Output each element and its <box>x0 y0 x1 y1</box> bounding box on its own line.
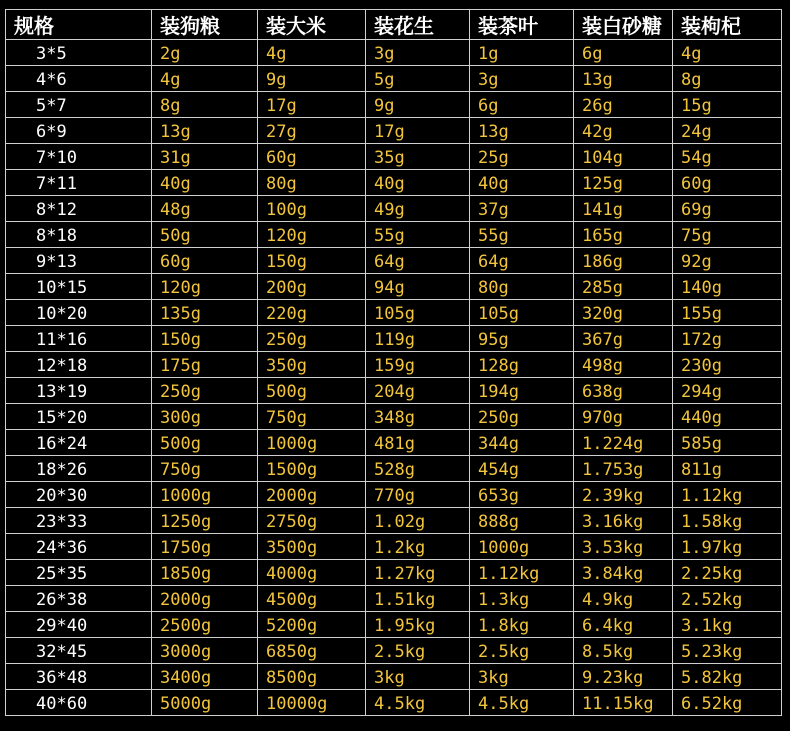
cell-goji: 1.12kg <box>673 482 782 508</box>
table-row <box>6 196 782 222</box>
cell-rice: 17g <box>258 92 366 118</box>
cell-tea: 1.12kg <box>470 560 574 586</box>
cell-peanut: 64g <box>366 248 470 274</box>
cell-goji: 6.52kg <box>673 690 782 716</box>
cell-dog-food: 1750g <box>152 534 258 560</box>
cell-spec: 23*33 <box>6 508 152 534</box>
cell-sugar: 3.16kg <box>574 508 673 534</box>
table-row <box>6 274 782 300</box>
table-row <box>6 222 782 248</box>
cell-peanut: 105g <box>366 300 470 326</box>
table-row <box>6 300 782 326</box>
cell-sugar: 3.53kg <box>574 534 673 560</box>
cell-spec: 7*10 <box>6 144 152 170</box>
cell-rice: 120g <box>258 222 366 248</box>
cell-tea: 653g <box>470 482 574 508</box>
cell-rice: 6850g <box>258 638 366 664</box>
table-row <box>6 508 782 534</box>
cell-peanut: 770g <box>366 482 470 508</box>
cell-sugar: 186g <box>574 248 673 274</box>
cell-tea: 64g <box>470 248 574 274</box>
cell-peanut: 4.5kg <box>366 690 470 716</box>
cell-dog-food: 5000g <box>152 690 258 716</box>
cell-spec: 9*13 <box>6 248 152 274</box>
table-row <box>6 482 782 508</box>
cell-sugar: 285g <box>574 274 673 300</box>
cell-sugar: 498g <box>574 352 673 378</box>
cell-sugar: 638g <box>574 378 673 404</box>
cell-dog-food: 300g <box>152 404 258 430</box>
cell-peanut: 94g <box>366 274 470 300</box>
cell-goji: 140g <box>673 274 782 300</box>
cell-peanut: 35g <box>366 144 470 170</box>
table-row <box>6 326 782 352</box>
table-row <box>6 404 782 430</box>
cell-rice: 1500g <box>258 456 366 482</box>
table-row <box>6 664 782 690</box>
cell-spec: 15*20 <box>6 404 152 430</box>
cell-peanut: 3kg <box>366 664 470 690</box>
cell-spec: 20*30 <box>6 482 152 508</box>
table-row <box>6 430 782 456</box>
cell-tea: 1000g <box>470 534 574 560</box>
cell-dog-food: 135g <box>152 300 258 326</box>
cell-goji: 24g <box>673 118 782 144</box>
cell-dog-food: 31g <box>152 144 258 170</box>
cell-peanut: 2.5kg <box>366 638 470 664</box>
cell-spec: 4*6 <box>6 66 152 92</box>
cell-spec: 18*26 <box>6 456 152 482</box>
cell-rice: 750g <box>258 404 366 430</box>
cell-rice: 4500g <box>258 586 366 612</box>
table-row <box>6 378 782 404</box>
cell-goji: 1.97kg <box>673 534 782 560</box>
cell-sugar: 13g <box>574 66 673 92</box>
table-row <box>6 534 782 560</box>
cell-peanut: 159g <box>366 352 470 378</box>
cell-spec: 40*60 <box>6 690 152 716</box>
cell-peanut: 49g <box>366 196 470 222</box>
cell-rice: 10000g <box>258 690 366 716</box>
cell-tea: 37g <box>470 196 574 222</box>
cell-tea: 1g <box>470 40 574 66</box>
table-row <box>6 248 782 274</box>
cell-rice: 1000g <box>258 430 366 456</box>
table-row <box>6 66 782 92</box>
cell-rice: 250g <box>258 326 366 352</box>
cell-peanut: 119g <box>366 326 470 352</box>
cell-dog-food: 8g <box>152 92 258 118</box>
cell-spec: 12*18 <box>6 352 152 378</box>
cell-spec: 8*12 <box>6 196 152 222</box>
cell-goji: 3.1kg <box>673 612 782 638</box>
cell-spec: 36*48 <box>6 664 152 690</box>
table-row <box>6 456 782 482</box>
cell-rice: 27g <box>258 118 366 144</box>
cell-peanut: 17g <box>366 118 470 144</box>
cell-rice: 80g <box>258 170 366 196</box>
table-row <box>6 690 782 716</box>
table-row <box>6 560 782 586</box>
cell-goji: 294g <box>673 378 782 404</box>
cell-sugar: 6g <box>574 40 673 66</box>
cell-goji: 230g <box>673 352 782 378</box>
cell-spec: 10*15 <box>6 274 152 300</box>
cell-goji: 4g <box>673 40 782 66</box>
cell-sugar: 4.9kg <box>574 586 673 612</box>
cell-tea: 55g <box>470 222 574 248</box>
cell-dog-food: 500g <box>152 430 258 456</box>
cell-dog-food: 175g <box>152 352 258 378</box>
table-row <box>6 92 782 118</box>
cell-rice: 3500g <box>258 534 366 560</box>
cell-tea: 194g <box>470 378 574 404</box>
cell-sugar: 1.753g <box>574 456 673 482</box>
cell-dog-food: 60g <box>152 248 258 274</box>
cell-tea: 6g <box>470 92 574 118</box>
cell-rice: 60g <box>258 144 366 170</box>
table-row <box>6 144 782 170</box>
cell-sugar: 6.4kg <box>574 612 673 638</box>
cell-dog-food: 4g <box>152 66 258 92</box>
cell-peanut: 528g <box>366 456 470 482</box>
cell-sugar: 8.5kg <box>574 638 673 664</box>
cell-rice: 500g <box>258 378 366 404</box>
table-row <box>6 170 782 196</box>
cell-tea: 1.3kg <box>470 586 574 612</box>
cell-tea: 95g <box>470 326 574 352</box>
cell-goji: 54g <box>673 144 782 170</box>
cell-sugar: 104g <box>574 144 673 170</box>
cell-tea: 3g <box>470 66 574 92</box>
cell-goji: 2.25kg <box>673 560 782 586</box>
cell-dog-food: 1850g <box>152 560 258 586</box>
cell-rice: 220g <box>258 300 366 326</box>
cell-tea: 13g <box>470 118 574 144</box>
cell-sugar: 11.15kg <box>574 690 673 716</box>
cell-spec: 29*40 <box>6 612 152 638</box>
table-row <box>6 612 782 638</box>
cell-goji: 172g <box>673 326 782 352</box>
cell-tea: 888g <box>470 508 574 534</box>
cell-goji: 1.58kg <box>673 508 782 534</box>
cell-spec: 16*24 <box>6 430 152 456</box>
cell-dog-food: 13g <box>152 118 258 144</box>
table-row <box>6 352 782 378</box>
cell-peanut: 1.02g <box>366 508 470 534</box>
capacity-table <box>5 9 782 716</box>
cell-spec: 8*18 <box>6 222 152 248</box>
cell-tea: 40g <box>470 170 574 196</box>
cell-peanut: 9g <box>366 92 470 118</box>
cell-tea: 128g <box>470 352 574 378</box>
cell-tea: 25g <box>470 144 574 170</box>
cell-tea: 344g <box>470 430 574 456</box>
cell-dog-food: 120g <box>152 274 258 300</box>
cell-peanut: 1.51kg <box>366 586 470 612</box>
cell-tea: 4.5kg <box>470 690 574 716</box>
cell-tea: 250g <box>470 404 574 430</box>
cell-spec: 24*36 <box>6 534 152 560</box>
cell-peanut: 348g <box>366 404 470 430</box>
cell-peanut: 3g <box>366 40 470 66</box>
cell-goji: 2.52kg <box>673 586 782 612</box>
cell-rice: 5200g <box>258 612 366 638</box>
header-row <box>6 10 782 40</box>
cell-spec: 5*7 <box>6 92 152 118</box>
cell-sugar: 26g <box>574 92 673 118</box>
cell-dog-food: 1000g <box>152 482 258 508</box>
cell-dog-food: 1250g <box>152 508 258 534</box>
cell-dog-food: 3400g <box>152 664 258 690</box>
cell-goji: 75g <box>673 222 782 248</box>
cell-peanut: 55g <box>366 222 470 248</box>
cell-peanut: 1.2kg <box>366 534 470 560</box>
cell-peanut: 481g <box>366 430 470 456</box>
table-row <box>6 40 782 66</box>
table-row <box>6 638 782 664</box>
cell-dog-food: 3000g <box>152 638 258 664</box>
header-tea: 装茶叶 <box>470 10 574 40</box>
cell-goji: 811g <box>673 456 782 482</box>
cell-tea: 80g <box>470 274 574 300</box>
cell-rice: 4000g <box>258 560 366 586</box>
cell-spec: 10*20 <box>6 300 152 326</box>
cell-spec: 3*5 <box>6 40 152 66</box>
cell-peanut: 40g <box>366 170 470 196</box>
cell-tea: 454g <box>470 456 574 482</box>
cell-spec: 11*16 <box>6 326 152 352</box>
cell-rice: 2000g <box>258 482 366 508</box>
cell-sugar: 125g <box>574 170 673 196</box>
cell-rice: 200g <box>258 274 366 300</box>
cell-dog-food: 48g <box>152 196 258 222</box>
cell-goji: 60g <box>673 170 782 196</box>
cell-peanut: 5g <box>366 66 470 92</box>
cell-peanut: 1.95kg <box>366 612 470 638</box>
cell-dog-food: 2500g <box>152 612 258 638</box>
cell-sugar: 3.84kg <box>574 560 673 586</box>
table-body <box>6 40 782 716</box>
cell-sugar: 970g <box>574 404 673 430</box>
cell-goji: 8g <box>673 66 782 92</box>
cell-goji: 585g <box>673 430 782 456</box>
cell-rice: 9g <box>258 66 366 92</box>
cell-dog-food: 50g <box>152 222 258 248</box>
cell-sugar: 141g <box>574 196 673 222</box>
cell-spec: 13*19 <box>6 378 152 404</box>
cell-dog-food: 250g <box>152 378 258 404</box>
cell-tea: 3kg <box>470 664 574 690</box>
cell-tea: 1.8kg <box>470 612 574 638</box>
cell-spec: 32*45 <box>6 638 152 664</box>
cell-goji: 440g <box>673 404 782 430</box>
cell-goji: 92g <box>673 248 782 274</box>
header-sugar: 装白砂糖 <box>574 10 673 40</box>
cell-tea: 105g <box>470 300 574 326</box>
cell-spec: 26*38 <box>6 586 152 612</box>
cell-goji: 5.23kg <box>673 638 782 664</box>
cell-dog-food: 2000g <box>152 586 258 612</box>
cell-dog-food: 2g <box>152 40 258 66</box>
cell-sugar: 42g <box>574 118 673 144</box>
table-row <box>6 118 782 144</box>
cell-tea: 2.5kg <box>470 638 574 664</box>
cell-rice: 4g <box>258 40 366 66</box>
header-goji: 装枸杞 <box>673 10 782 40</box>
cell-sugar: 1.224g <box>574 430 673 456</box>
cell-goji: 69g <box>673 196 782 222</box>
cell-sugar: 367g <box>574 326 673 352</box>
cell-dog-food: 150g <box>152 326 258 352</box>
header-peanut: 装花生 <box>366 10 470 40</box>
cell-sugar: 2.39kg <box>574 482 673 508</box>
cell-peanut: 204g <box>366 378 470 404</box>
cell-spec: 7*11 <box>6 170 152 196</box>
cell-dog-food: 40g <box>152 170 258 196</box>
cell-goji: 155g <box>673 300 782 326</box>
cell-sugar: 165g <box>574 222 673 248</box>
header-dog-food: 装狗粮 <box>152 10 258 40</box>
cell-rice: 150g <box>258 248 366 274</box>
table-row <box>6 586 782 612</box>
cell-rice: 2750g <box>258 508 366 534</box>
cell-goji: 5.82kg <box>673 664 782 690</box>
cell-rice: 8500g <box>258 664 366 690</box>
cell-goji: 15g <box>673 92 782 118</box>
header-spec: 规格 <box>6 10 152 40</box>
cell-rice: 350g <box>258 352 366 378</box>
header-rice: 装大米 <box>258 10 366 40</box>
cell-peanut: 1.27kg <box>366 560 470 586</box>
cell-rice: 100g <box>258 196 366 222</box>
cell-sugar: 320g <box>574 300 673 326</box>
cell-spec: 25*35 <box>6 560 152 586</box>
cell-spec: 6*9 <box>6 118 152 144</box>
cell-sugar: 9.23kg <box>574 664 673 690</box>
cell-dog-food: 750g <box>152 456 258 482</box>
